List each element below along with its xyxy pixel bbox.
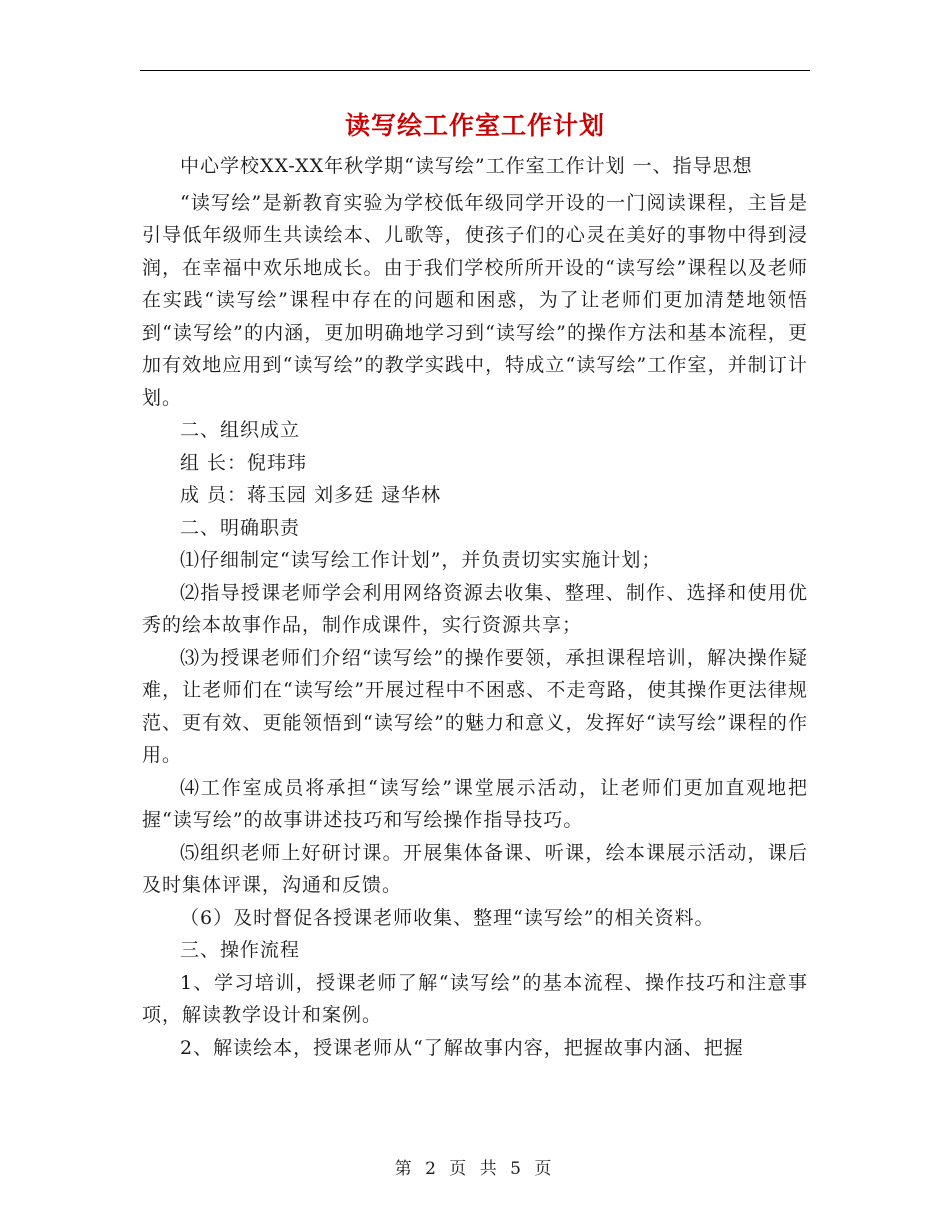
paragraph-duty-1: ⑴仔细制定“读写绘工作计划”，并负责切实实施计划；: [180, 549, 662, 571]
section-heading-duties: 二、明确职责: [180, 516, 301, 539]
paragraph-process-2: 2、解读绘本，授课老师从“了解故事内容，把握故事内涵、把握: [180, 1036, 744, 1059]
paragraph-team-leader: 组 长：倪玮玮: [180, 451, 308, 474]
document-body: [142, 150, 808, 1064]
paragraph-guiding-thought: “读写绘”是新教育实验为学校低年级同学开设的一门阅读课程，主旨是引导低年级师生共读绘本、儿歌等，使孩子们的心灵在美好的事物中得到浸润，在幸福中欢乐地成长。由于我们学校所所开设的“读写绘”课程以及老师在实践“读写绘”课程中存在的问题和困惑，为了让老师们更加清楚地领悟到“读写绘”的内涵，更加明确地学习到“读写绘”的操作方法和基本流程，更加有效地应用到“读写绘”的教学实践中，特成立“读写绘”工作室，并制订计划。: [142, 191, 808, 409]
paragraph-duty-4: ⑷工作室成员将承担“读写绘”课堂展示活动，让老师们更加直观地把握“读写绘”的故事讲述技巧和写绘操作指导技巧。: [142, 776, 808, 831]
paragraph-duty-5: ⑸组织老师上好研讨课。开展集体备课、听课，绘本课展示活动，课后及时集体评课，沟通和反馈。: [142, 841, 808, 896]
paragraph-intro: 中心学校XX-XX年秋学期“读写绘”工作室工作计划 一、指导思想: [180, 155, 753, 177]
paragraph-duty-3: ⑶为授课老师们介绍“读写绘”的操作要领，承担课程培训，解决操作疑难，让老师们在“读写绘”开展过程中不困惑、不走弯路，使其操作更法律规范、更有效、更能领悟到“读写绘”的魅力和意义，发挥好“读写绘”课程的作用。: [142, 646, 808, 766]
paragraph-duty-6: （6）及时督促各授课老师收集、整理“读写绘”的相关资料。: [180, 906, 715, 929]
page-footer: 第 2 页 共 5 页: [394, 1159, 556, 1179]
paragraph-duty-2: ⑵指导授课老师学会利用网络资源去收集、整理、制作、选择和使用优秀的绘本故事作品，制作成课件，实行资源共享；: [142, 581, 808, 636]
paragraph-process-1: 1、学习培训，授课老师了解“读写绘”的基本流程、操作技巧和注意事项，解读教学设计和案例。: [142, 971, 808, 1026]
section-heading-organization: 二、组织成立: [180, 419, 301, 441]
header-rule: [140, 70, 810, 71]
paragraph-team-members: 成 员：蒋玉园 刘多廷 逯华林: [180, 484, 442, 506]
document-title: 读写绘工作室工作计划: [344, 111, 605, 140]
section-heading-process: 三、操作流程: [180, 939, 301, 961]
